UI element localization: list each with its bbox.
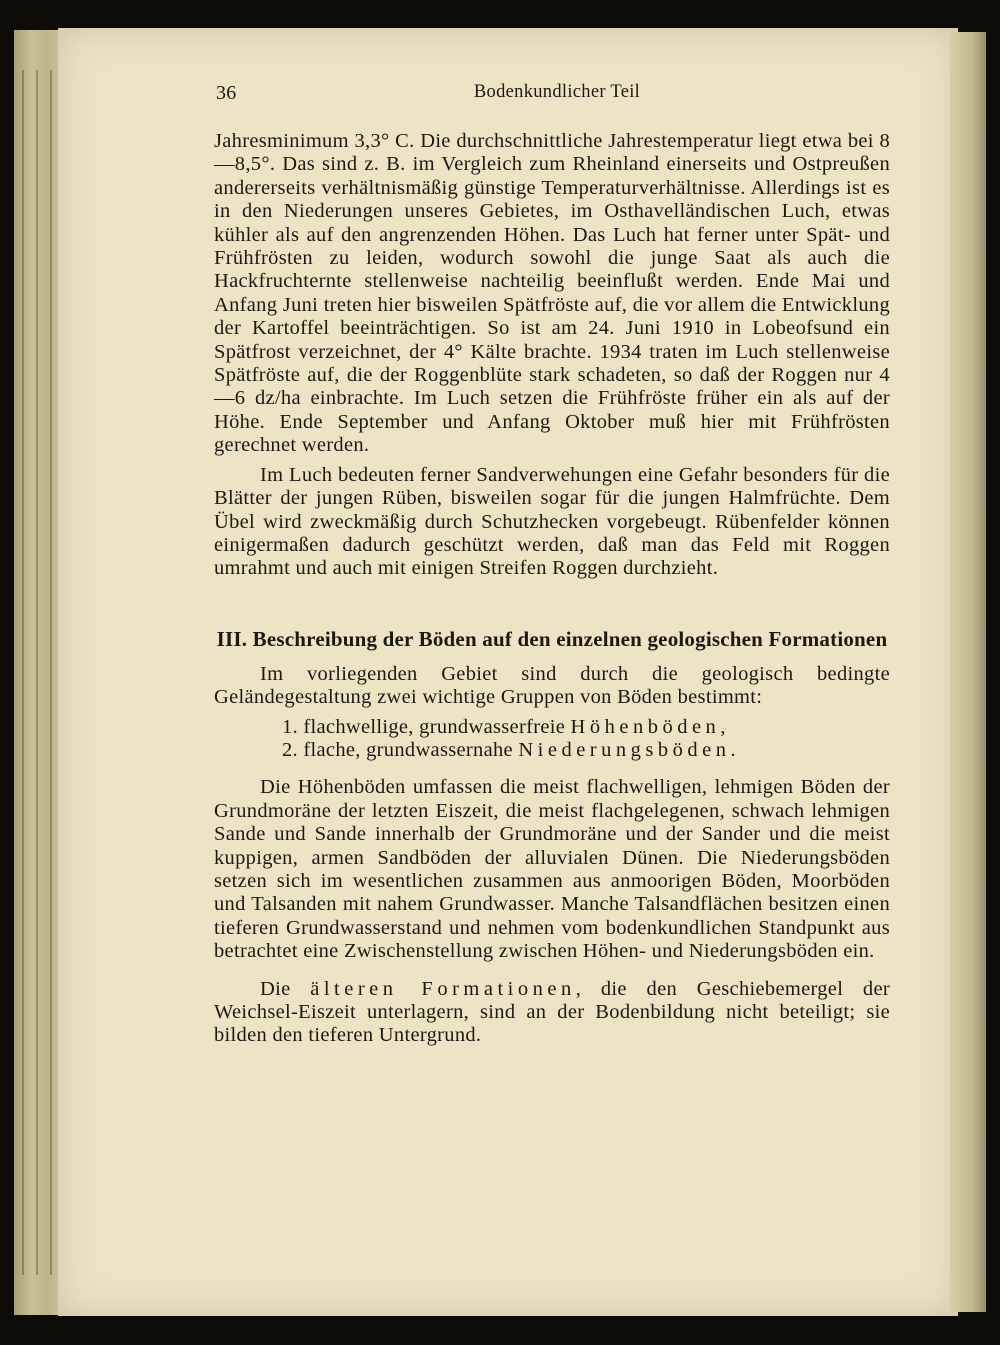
facing-page-edge — [950, 32, 986, 1312]
list-item-prefix: 1. flachwellige, grundwasserfreie — [282, 715, 571, 738]
spaced-term: älteren Formationen — [310, 977, 576, 1000]
paragraph-sand-drift: Im Luch bedeuten ferner Sandverwehungen eine Gefahr besonders für die Blätter der jungen Rüben, bisweilen sogar für die jungen Halmfrüchte. Dem Übel wird zweckmäßig durch Schutzhecken vorgebeugt. Rübenfelder können einigermaßen dadurch geschützt werden, daß man das Feld mit Roggen umrahmt und auch mit einigen Streifen Roggen durchzieht. — [214, 463, 890, 580]
paragraph-rest: , die den Geschiebemergel der Weichsel-Eiszeit unterlagern, sind an der Bodenbildung nicht beteiligt; sie bilden den tieferen Untergrund. — [214, 977, 890, 1047]
list-item — [214, 716, 890, 739]
list-item-prefix: 2. flache, grundwassernahe — [282, 738, 519, 761]
page-number: 36 — [216, 82, 237, 104]
list-item-term: Niederungsböden — [518, 738, 731, 761]
paragraph-climate: Jahresminimum 3,3° C. Die durchschnittliche Jahrestemperatur liegt etwa bei 8—8,5°. Das sind z. B. im Vergleich zum Rheinland einerseits und Ostpreußen andererseits verhältnismäßig günstige Temperaturverhältnisse. Allerdings ist es in den Niederungen unseres Gebietes, im Osthavelländischen Luch, etwas kühler als auf den angrenzenden Höhen. Das Luch hat ferner unter Spät- und Frühfrösten zu leiden, wodurch sowohl die junge Saat als auch die Hackfruchternte stellenweise nachteilig beeinflußt werden. Ende Mai und Anfang Juni treten hier bisweilen Spätfröste auf, die vor allem die Entwicklung der Kartoffel beeinträchtigen. So ist am 24. Juni 1910 in Lobeofsund ein Spätfrost verzeichnet, der 4° Kälte brachte. 1934 traten im Luch stellenweise Spätfröste auf, die der Roggenblüte stark schadeten, so daß der Roggen nur 4—6 dz/ha einbrachte. Im Luch setzen die Frühfröste früher ein als auf der Höhe. Ende September und Anfang Oktober muß hier mit Frühfrösten gerechnet werden. — [214, 130, 890, 457]
list-item-suffix: , — [720, 715, 726, 738]
page-header — [214, 80, 890, 110]
paragraph-lead: Die — [260, 977, 311, 1000]
list-item — [214, 739, 890, 762]
section-title: III. Beschreibung der Böden auf den einzelnen geologischen Formationen — [216, 626, 888, 651]
paragraph-soil-description: Die Höhenböden umfassen die meist flachwelligen, lehmigen Böden der Grundmoräne der letzten Eiszeit, die meist flachgelegenen, schwach lehmigen Sande und Sande innerhalb der Grundmoräne und der Sander und die meist kuppigen, armen Sandböden der alluvialen Dünen. Die Niederungsböden setzen sich im wesentlichen zusammen aus anmoorigen Böden, Moorböden und Talsanden mit nahem Grundwasser. Manche Talsandflächen besitzen einen tieferen Grundwasserstand und nehmen vom bodenkundlichen Standpunkt aus betrachtet eine Zwischenstellung zwischen Höhen- und Niederungsböden ein. — [214, 776, 890, 963]
page-content — [214, 80, 890, 1048]
soil-group-list — [214, 716, 890, 763]
page-edge-line — [22, 70, 24, 1275]
running-head: Bodenkundlicher Teil — [473, 82, 641, 102]
paragraph-older-formations — [214, 978, 890, 1048]
list-item-suffix: . — [730, 738, 736, 761]
list-item-term: Höhenböden — [570, 715, 721, 738]
page-edge-line — [50, 70, 52, 1275]
section-intro: Im vorliegenden Gebiet sind durch die geologisch bedingte Geländegestaltung zwei wichtige Gruppen von Böden bestimmt: — [214, 662, 890, 709]
page-edge-line — [36, 70, 38, 1275]
